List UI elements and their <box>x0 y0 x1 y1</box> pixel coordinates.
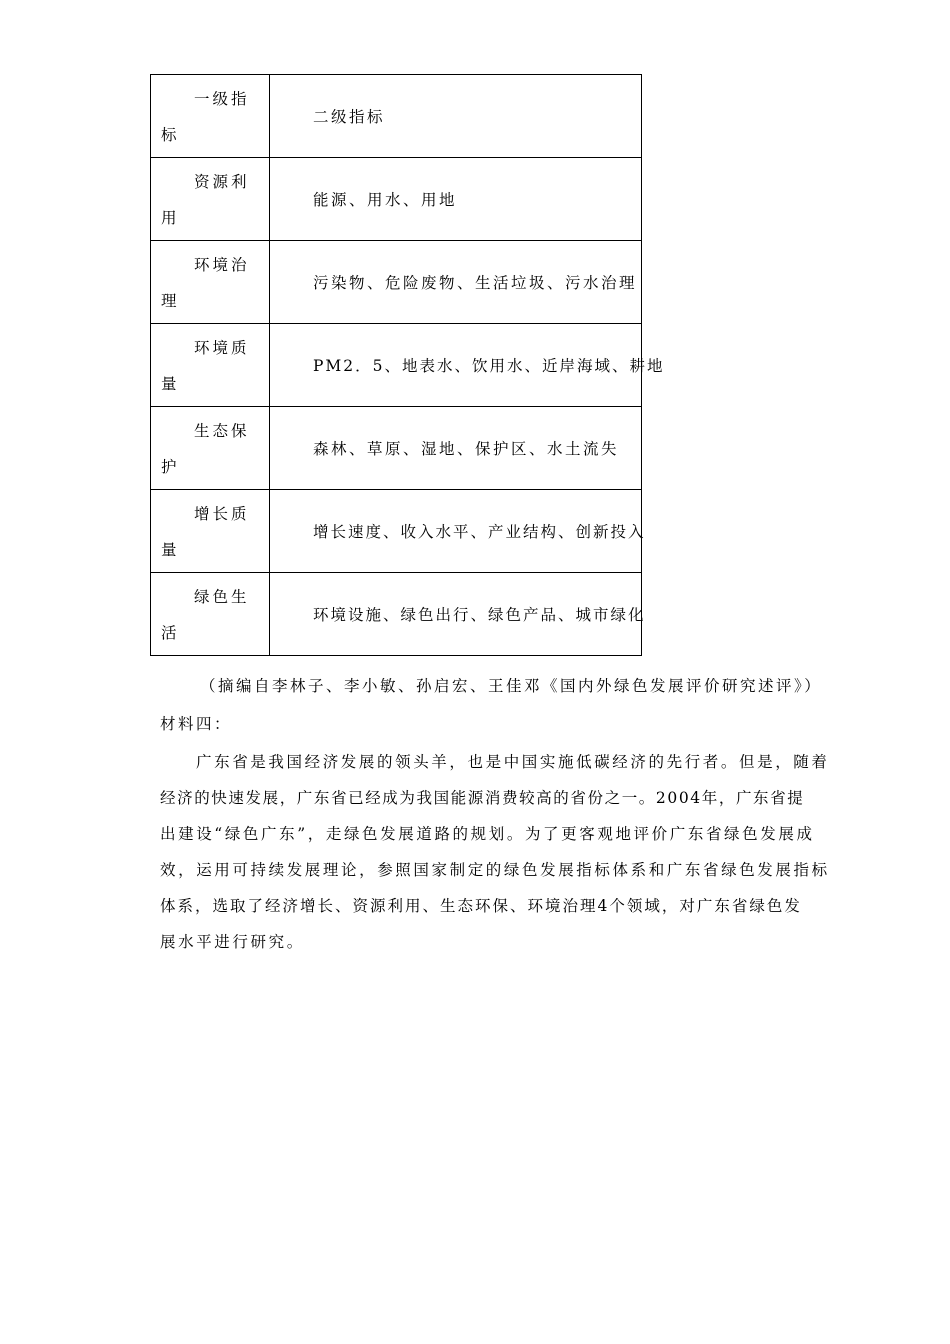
table-row <box>151 324 642 407</box>
level1-cell <box>151 158 270 241</box>
table-row <box>151 241 642 324</box>
level2-cell <box>270 241 642 324</box>
level2-cell <box>270 573 646 656</box>
table-row <box>151 490 642 573</box>
table-row <box>151 573 642 656</box>
paragraph-line: 展水平进行研究。 <box>160 933 305 951</box>
level2-text: 能源、用水、用地 <box>313 191 458 209</box>
level2-cell <box>270 490 646 573</box>
level1-cell <box>151 241 270 324</box>
level1-text-line1: 生态保 <box>194 422 250 440</box>
table-row <box>151 407 642 490</box>
level2-cell <box>270 158 642 241</box>
level2-text: PM2．5、地表水、饮用水、近岸海域、耕地 <box>313 357 665 375</box>
level2-text: 增长速度、收入水平、产业结构、创新投入 <box>313 523 646 541</box>
level2-text: 二级指标 <box>313 108 386 126</box>
level1-text-line2: 用 <box>161 209 177 227</box>
level1-text-line2: 标 <box>161 126 177 144</box>
level1-text-line2: 量 <box>161 375 177 393</box>
level1-text-line1: 环境质 <box>194 339 250 357</box>
level1-text-line1: 绿色生 <box>194 588 250 606</box>
table-row <box>151 75 642 158</box>
level1-cell <box>151 573 270 656</box>
level2-cell <box>270 75 642 158</box>
level1-cell <box>151 75 270 158</box>
level2-text: 环境设施、绿色出行、绿色产品、城市绿化 <box>313 606 646 624</box>
level1-text-line2: 护 <box>161 458 177 476</box>
level1-text-line2: 活 <box>161 624 177 642</box>
paragraph-line: 效，运用可持续发展理论，参照国家制定的绿色发展指标体系和广东省绿色发展指标 <box>160 861 830 879</box>
paragraph-line: 出建设“绿色广东”，走绿色发展道路的规划。为了更客观地评价广东省绿色发展成 <box>160 825 815 843</box>
paragraph-line: 广东省是我国经济发展的领头羊，也是中国实施低碳经济的先行者。但是，随着 <box>196 753 830 771</box>
source-caption: （摘编自李林子、李小敏、孙启宏、王佳邓《国内外绿色发展评价研究述评》） <box>200 677 823 695</box>
section-heading: 材料四： <box>160 715 233 733</box>
level1-cell <box>151 324 270 407</box>
paragraph-line: 经济的快速发展，广东省已经成为我国能源消费较高的省份之一。2004年，广东省提 <box>160 789 805 807</box>
level1-text-line1: 资源利 <box>194 173 250 191</box>
level1-cell <box>151 490 270 573</box>
indicator-table <box>150 74 665 656</box>
table-row <box>151 158 642 241</box>
level1-text-line1: 环境治 <box>194 256 250 274</box>
level2-text: 污染物、危险废物、生活垃圾、污水治理 <box>313 274 638 292</box>
level1-cell <box>151 407 270 490</box>
level2-cell <box>270 407 642 490</box>
level2-text: 森林、草原、湿地、保护区、水土流失 <box>313 440 620 458</box>
level1-text-line2: 理 <box>161 292 177 310</box>
level1-text-line1: 一级指 <box>194 90 250 108</box>
level2-cell <box>270 324 665 407</box>
paragraph-line: 体系，选取了经济增长、资源利用、生态环保、环境治理4个领域，对广东省绿色发 <box>160 897 802 915</box>
level1-text-line2: 量 <box>161 541 177 559</box>
level1-text-line1: 增长质 <box>194 505 250 523</box>
